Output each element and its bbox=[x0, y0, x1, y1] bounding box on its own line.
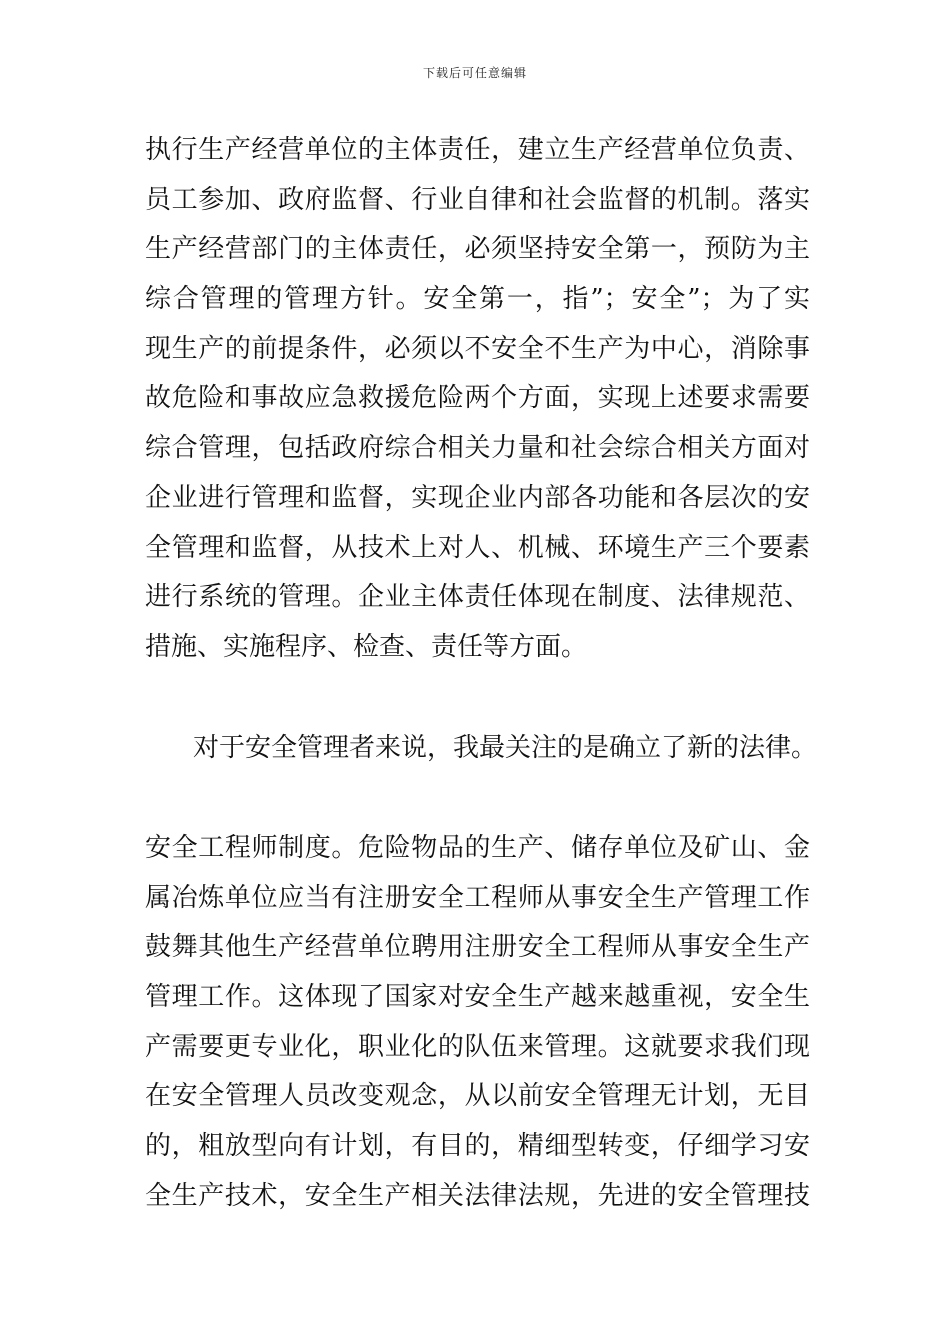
paragraph-line: 安全工程师制度。危险物品的生产、储存单位及矿山、金 bbox=[145, 833, 810, 863]
paragraph-line: 在安全管理人员改变观念，从以前安全管理无计划，无目 bbox=[145, 1081, 810, 1112]
page-header: 下载后可任意编辑 bbox=[422, 66, 527, 80]
paragraph-line: 员工参加、政府监督、行业自律和社会监督的机制。落实 bbox=[145, 184, 810, 215]
paragraph-2: 对于安全管理者来说，我最关注的是确立了新的法律。 bbox=[193, 733, 818, 763]
paragraph-line: 综合管理的管理方针。安全第一，指”；安全”；为了实 bbox=[145, 284, 810, 315]
paragraph-line: 全管理和监督，从技术上对人、机械、环境生产三个要素 bbox=[145, 532, 810, 563]
paragraph-line: 鼓舞其他生产经营单位聘用注册安全工程师从事安全生产 bbox=[145, 932, 810, 963]
paragraph-line: 故危险和事故应急救援危险两个方面，实现上述要求需要 bbox=[145, 383, 810, 414]
paragraph-line: 执行生产经营单位的主体责任，建立生产经营单位负责、 bbox=[145, 135, 810, 165]
paragraph-line: 生产经营部门的主体责任，必须坚持安全第一，预防为主 bbox=[145, 234, 810, 265]
paragraph-3 bbox=[145, 824, 810, 1222]
paragraph-line: 综合管理，包括政府综合相关力量和社会综合相关方面对 bbox=[145, 433, 810, 464]
paragraph-line: 的，粗放型向有计划，有目的，精细型转变，仔细学习安 bbox=[145, 1131, 810, 1162]
paragraph-1 bbox=[145, 126, 810, 673]
paragraph-line: 措施、实施程序、检查、责任等方面。 bbox=[145, 631, 588, 662]
paragraph-line: 企业进行管理和监督，实现企业内部各功能和各层次的安 bbox=[145, 482, 810, 513]
paragraph-line: 全生产技术，安全生产相关法律法规，先进的安全管理技 bbox=[145, 1180, 810, 1211]
paragraph-line: 属冶炼单位应当有注册安全工程师从事安全生产管理工作 bbox=[145, 882, 810, 913]
paragraph-line: 产需要更专业化，职业化的队伍来管理。这就要求我们现 bbox=[145, 1031, 810, 1062]
paragraph-line: 管理工作。这体现了国家对安全生产越来越重视，安全生 bbox=[145, 982, 810, 1013]
paragraph-line: 进行系统的管理。企业主体责任体现在制度、法律规范、 bbox=[145, 582, 810, 613]
paragraph-line: 现生产的前提条件，必须以不安全不生产为中心，消除事 bbox=[145, 333, 810, 364]
